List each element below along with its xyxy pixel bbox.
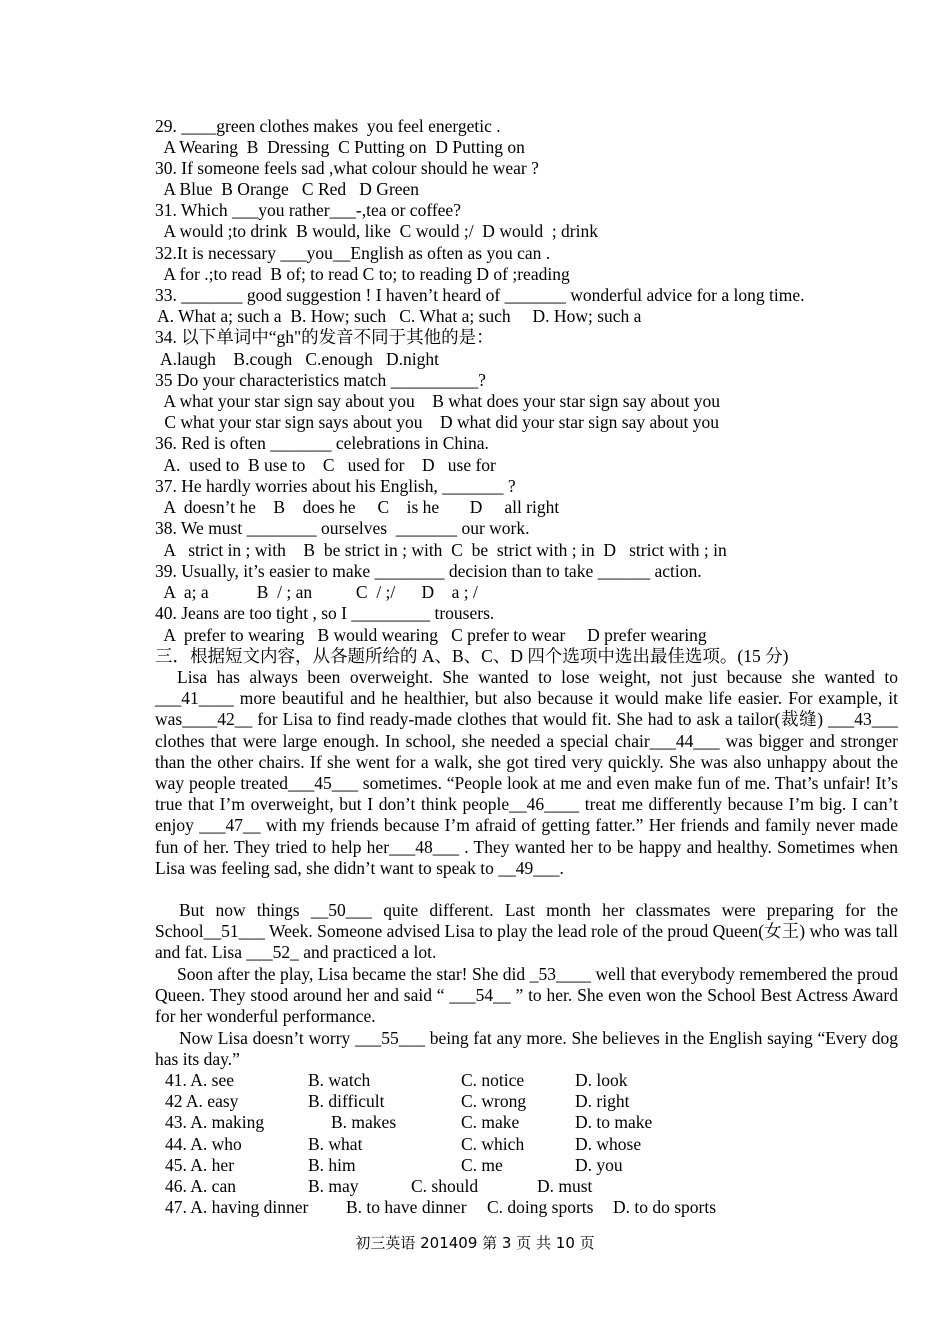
choice-row-43 [165,1112,653,1133]
question-37-options: A doesn’t he B does he C is he D all right [160,497,560,517]
choice-row-41 [165,1070,628,1091]
passage-paragraph-2: But now things __50___ quite different. Last month her classmates were preparing for the School__51___ Week. Someone advised Lisa to play the lead role of the proud Queen(女王) who was tall and fat. Lisa ___52_ and practiced a lot. [155,900,898,963]
choice-option: C. doing sports [487,1197,594,1218]
choice-row-42 [165,1091,630,1112]
choice-option: B. what [308,1133,363,1154]
question-35-options: A what your star sign say about you B what does your star sign say about you C what your star sign says about you D what did your star sign say about you [163,391,720,432]
page-footer: 初三英语 201409 第 3 页 共 10 页 [355,1234,595,1252]
choice-option: 43. A. making [165,1112,265,1133]
choice-option: D. right [575,1091,630,1112]
choice-option: C. notice [461,1070,525,1090]
question-37-stem: 37. He hardly worries about his English, _______ ? [155,476,516,496]
choice-option: B. difficult [308,1091,385,1112]
choice-row-44 [165,1133,642,1155]
choice-option: B. him [308,1154,356,1175]
question-39-options: A a; a B / ; an C / ;/ D a ; / [160,582,478,602]
choice-option: 45. A. her [165,1154,235,1175]
choice-option: C. which [461,1133,525,1154]
question-31-stem: 31. Which ___you rather___-,tea or coffee? [155,200,461,220]
question-32-stem: 32.It is necessary ___you__English as often as you can . [155,243,551,263]
question-33-options: A. What a; such a B. How; such C. What a; such D. How; such a [157,306,642,326]
question-38-stem: 38. We must ________ ourselves _______ our work. [155,518,530,538]
question-36-options: A. used to B use to C used for D use for [160,455,496,475]
question-29-options: A Wearing B Dressing C Putting on D Putting on [160,137,525,157]
question-32-options: A for .;to read B of; to read C to; to reading D of ;reading [160,264,570,284]
choice-option: C. should [411,1175,479,1196]
choice-option: D. look [575,1070,628,1090]
choice-option: D. to make [575,1112,653,1133]
choice-option: B. makes [331,1112,397,1133]
choice-option: C. me [461,1154,503,1175]
answer-choices [165,1070,717,1218]
choice-option: C. make [461,1112,520,1133]
question-35-stem: 35 Do your characteristics match __________? [155,370,486,390]
question-30-options: A Blue B Orange C Red D Green [160,179,420,199]
choice-option: D. you [575,1154,623,1175]
question-30-stem: 30. If someone feels sad ,what colour should he wear ? [155,158,539,178]
question-31-options: A would ;to drink B would, like C would ;/ D would ; drink [160,221,598,241]
passage-paragraph-4: Now Lisa doesn’t worry ___55___ being fat any more. She believes in the English saying “Every dog has its day.” [155,1028,898,1070]
choice-row-47 [165,1197,717,1218]
choice-row-45 [165,1154,623,1176]
choice-option: D. whose [575,1133,642,1154]
question-40-options: A prefer to wearing B would wearing C prefer to wear D prefer wearing [160,625,707,645]
passage-paragraph-1: Lisa has always been overweight. She wanted to lose weight, not just because she wanted to ___41____ more beautiful and he healthier, but also because it would make life easier. For example, it was____42__ for Lisa to find ready-made clothes that would fit. She had to ask a tailor(裁缝) ___43___ clothes that were large enough. In school, she needed a special chair___44___ was bigger and stronger than the other chairs. If she went for a walk, she got tired very quickly. She was also unhappy about the way people treated___45___ sometimes. “People look at me and even make fun of me. That’s unfair! It’s true that I’m overweight, but I don’t think people__46____ treat me differently because I’m big. I can’t enjoy ___47__ with my friends because I’m afraid of getting fatter.” Her friends and family never made fun of her. They tried to help her___48___ . They wanted her to be happy and healthy. Sometimes when Lisa was feeling sad, she didn’t want to speak to __49___. [155,667,898,878]
choice-option: D. must [537,1175,593,1196]
choice-row-46 [165,1175,593,1197]
choice-option: 46. A. can [165,1175,236,1196]
question-39-stem: 39. Usually, it’s easier to make ________ decision than to take ______ action. [155,561,702,581]
choice-option: 42 A. easy [165,1091,239,1112]
section-heading: 三．根据短文内容，从各题所给的 A、B、C、D 四个选项中选出最佳选项。(15 分) [155,646,789,666]
question-38-options: A strict in ; with B be strict in ; with C be strict with ; in D strict with ; in [160,540,727,560]
choice-option: D. to do sports [613,1197,717,1218]
choice-option: 44. A. who [165,1133,242,1154]
question-34-stem: 34. 以下单词中“gh"的发音不同于其他的是： [155,327,494,347]
choice-option: B. watch [308,1070,371,1090]
passage-paragraph-3: Soon after the play, Lisa became the star! She did _53____ well that everybody remembered the proud Queen. They stood around her and said “ ___54__ ” to her. She even won the School Best Actress Award for her wonderful performance. [155,964,898,1027]
choice-option: B. to have dinner [346,1197,467,1218]
question-33-stem: 33. _______ good suggestion ! I haven’t heard of _______ wonderful advice for a long time. [155,285,805,305]
question-29-stem: 29. ____green clothes makes you feel energetic . [155,116,501,136]
choice-option: 41. A. see [165,1070,235,1090]
choice-option: C. wrong [461,1091,527,1112]
question-40-stem: 40. Jeans are too tight , so I _________ trousers. [155,603,495,623]
question-34-options: A.laugh B.cough C.enough D.night [160,349,440,369]
choice-option: 47. A. having dinner [165,1197,309,1218]
question-36-stem: 36. Red is often _______ celebrations in China. [155,433,489,453]
choice-option: B. may [308,1175,359,1196]
